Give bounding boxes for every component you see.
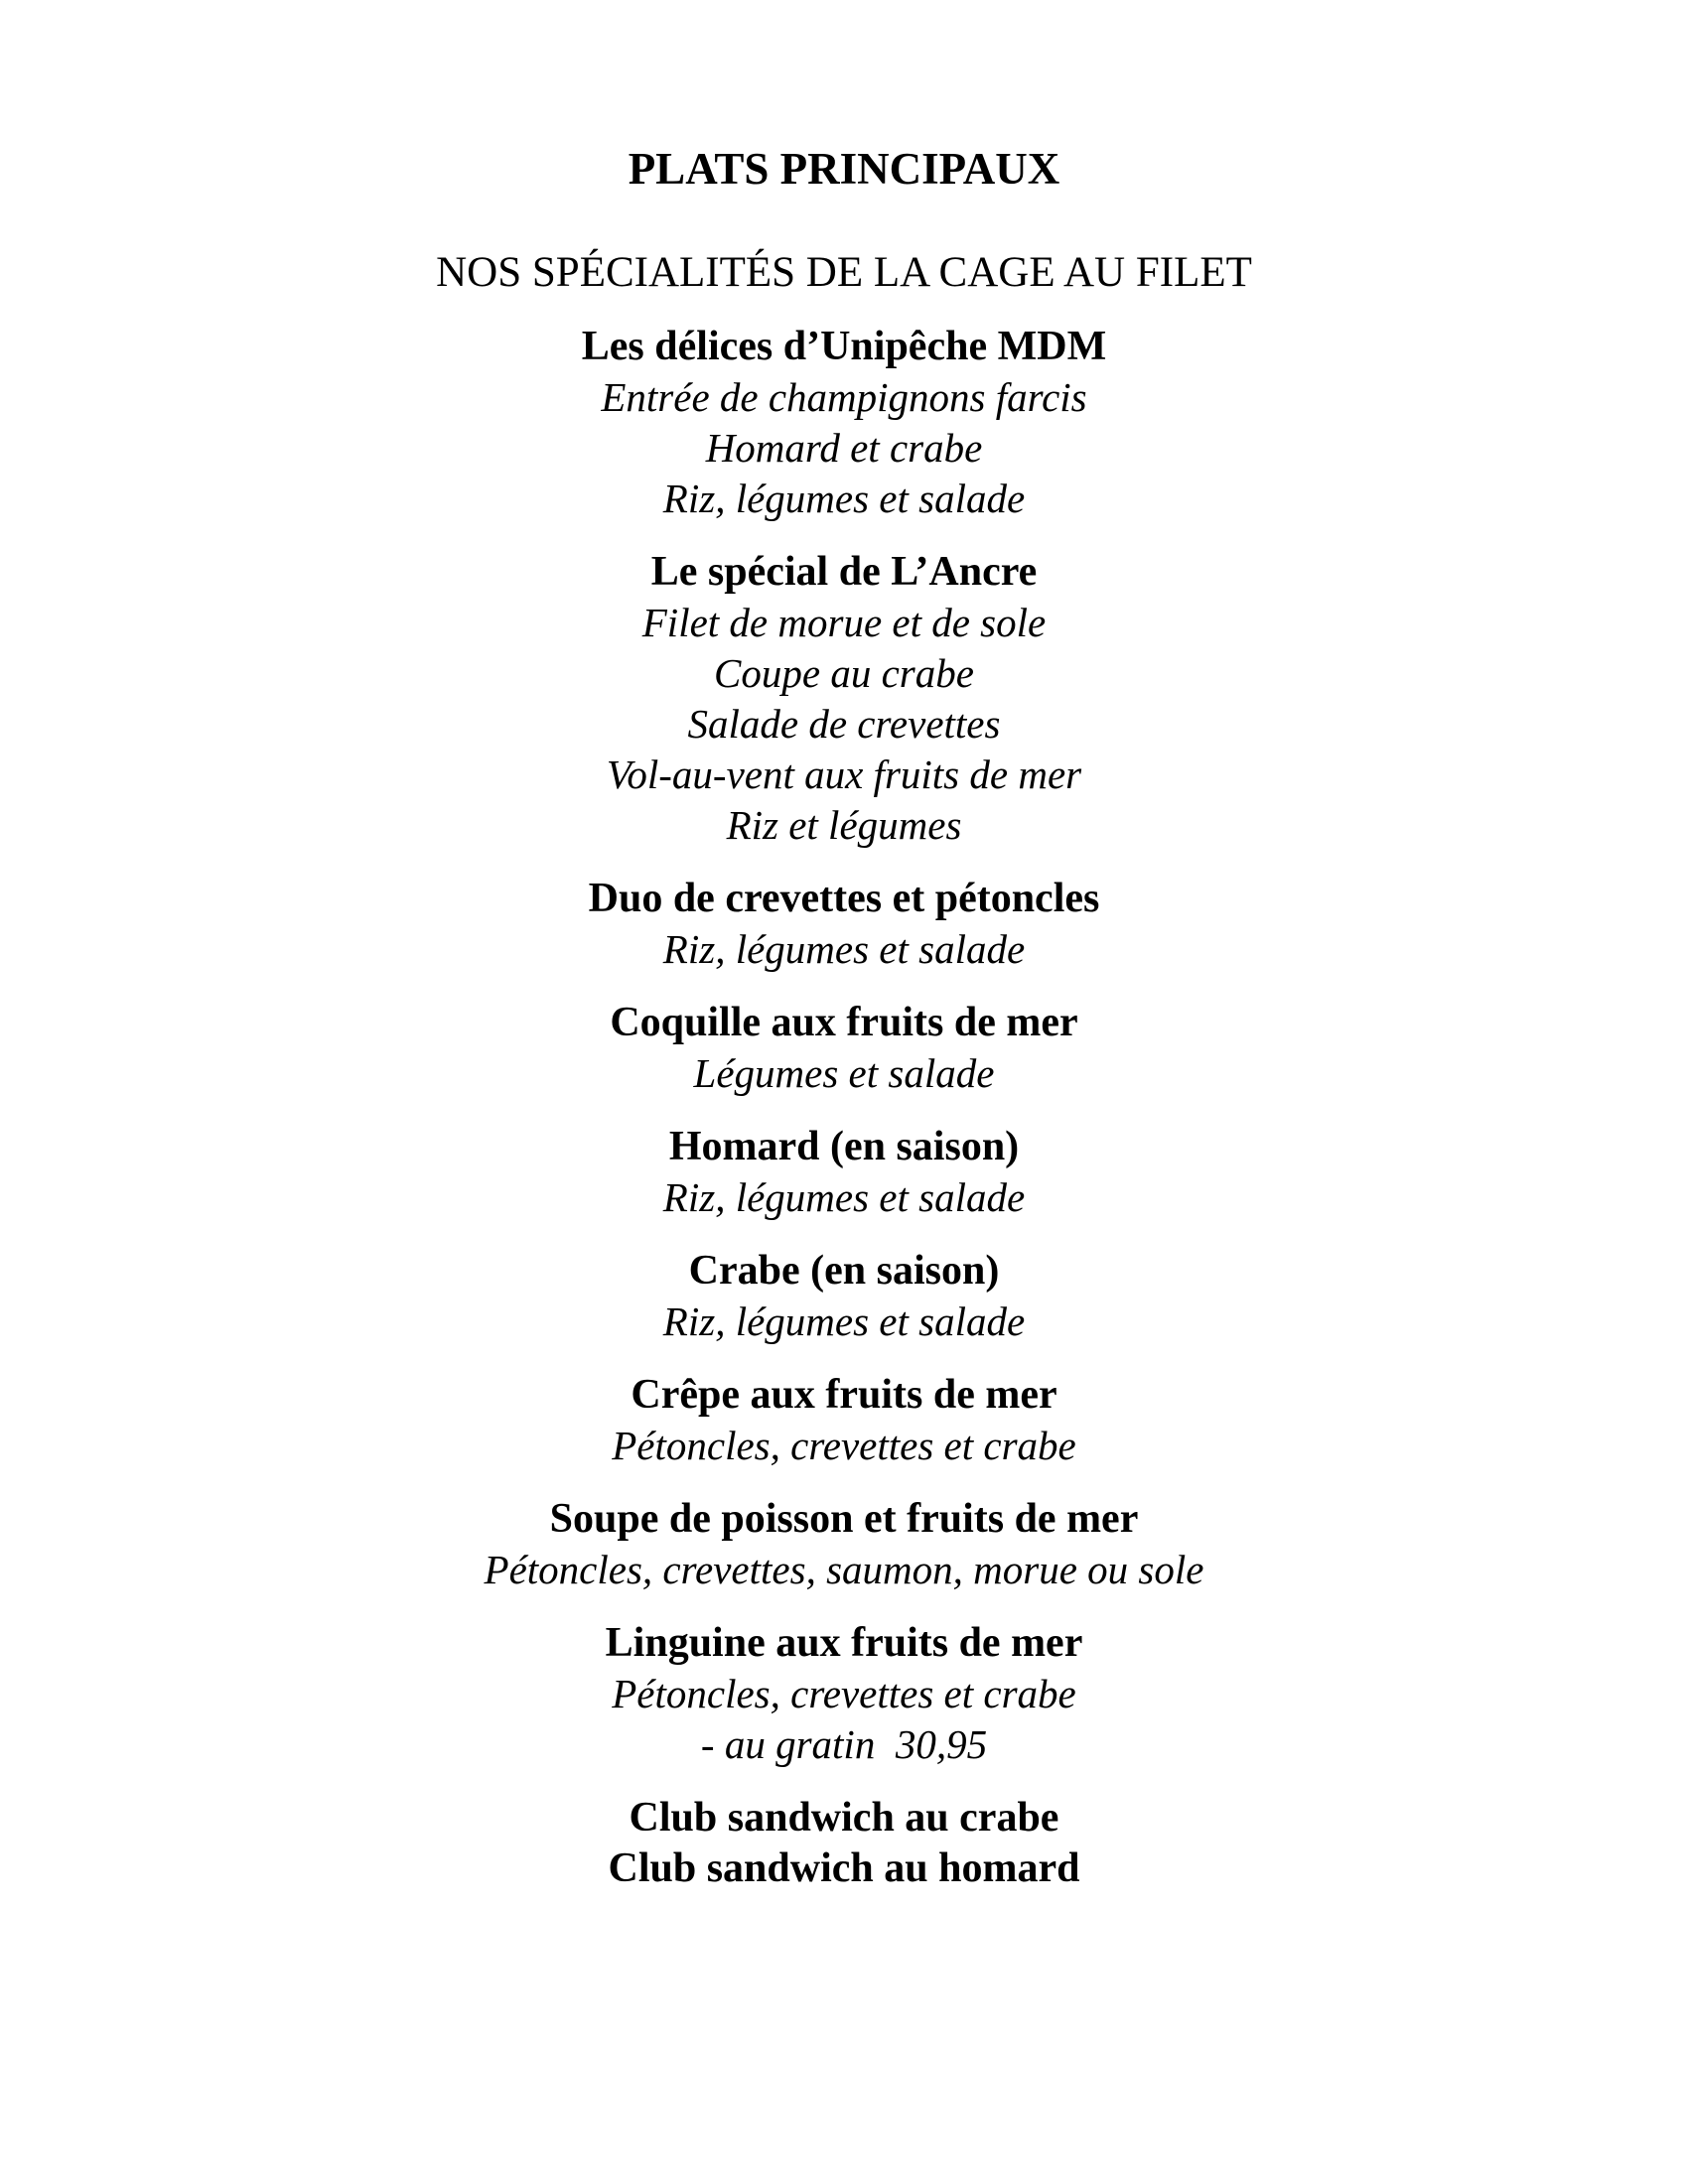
dish-name: Crabe (en saison)	[688, 1248, 1000, 1294]
dish-name: Le spécial de L’Ancre	[650, 549, 1038, 595]
dish-description: Riz, légumes et salade	[662, 926, 1026, 972]
dish-description: Riz, légumes et salade	[662, 476, 1026, 521]
dish-description: Entrée de champignons farcis	[601, 374, 1087, 420]
dish-description: Pétoncles, crevettes et crabe	[612, 1423, 1076, 1468]
dish-name: Soupe de poisson et fruits de mer	[549, 1496, 1139, 1542]
dish-item	[0, 874, 1688, 975]
dish-name: Duo de crevettes et pétoncles	[588, 876, 1100, 921]
dish-description: Homard et crabe	[705, 425, 983, 471]
dish-item	[0, 998, 1688, 1099]
dish-item	[0, 1246, 1688, 1347]
page-title: PLATS PRINCIPAUX	[628, 144, 1060, 194]
dish-description: Coupe au crabe	[714, 650, 974, 696]
dish-name: Les délices d’Unipêche MDM	[581, 324, 1107, 369]
dish-description: Pétoncles, crevettes, saumon, morue ou sole	[484, 1547, 1204, 1592]
dish-description: Légumes et salade	[693, 1050, 995, 1096]
dish-description: Riz, légumes et salade	[662, 1298, 1026, 1344]
dish-description: Riz, légumes et salade	[662, 1174, 1026, 1220]
dish-description: Riz et légumes	[726, 802, 962, 848]
dish-list	[0, 322, 1688, 1917]
dish-item	[0, 547, 1688, 851]
dish-description: Salade de crevettes	[687, 701, 1001, 747]
dish-name: Linguine aux fruits de mer	[605, 1620, 1083, 1666]
dish-name: Homard (en saison)	[668, 1124, 1020, 1169]
dish-item	[0, 1618, 1688, 1770]
section-subtitle: NOS SPÉCIALITÉS DE LA CAGE AU FILET	[436, 249, 1252, 296]
club-sandwich-group	[0, 1793, 1688, 1894]
dish-name: Club sandwich au crabe	[629, 1795, 1059, 1841]
dish-item	[0, 1122, 1688, 1223]
dish-price-line: - au gratin 30,95	[700, 1721, 988, 1767]
dish-description: Pétoncles, crevettes et crabe	[612, 1671, 1076, 1716]
dish-description: Filet de morue et de sole	[641, 600, 1047, 645]
dish-description: Vol-au-vent aux fruits de mer	[606, 751, 1082, 797]
dish-name: Coquille aux fruits de mer	[610, 1000, 1078, 1045]
dish-item	[0, 1494, 1688, 1595]
dish-item	[0, 322, 1688, 524]
dish-name: Crêpe aux fruits de mer	[631, 1372, 1057, 1418]
dish-name: Club sandwich au homard	[608, 1845, 1080, 1891]
dish-item	[0, 1370, 1688, 1471]
